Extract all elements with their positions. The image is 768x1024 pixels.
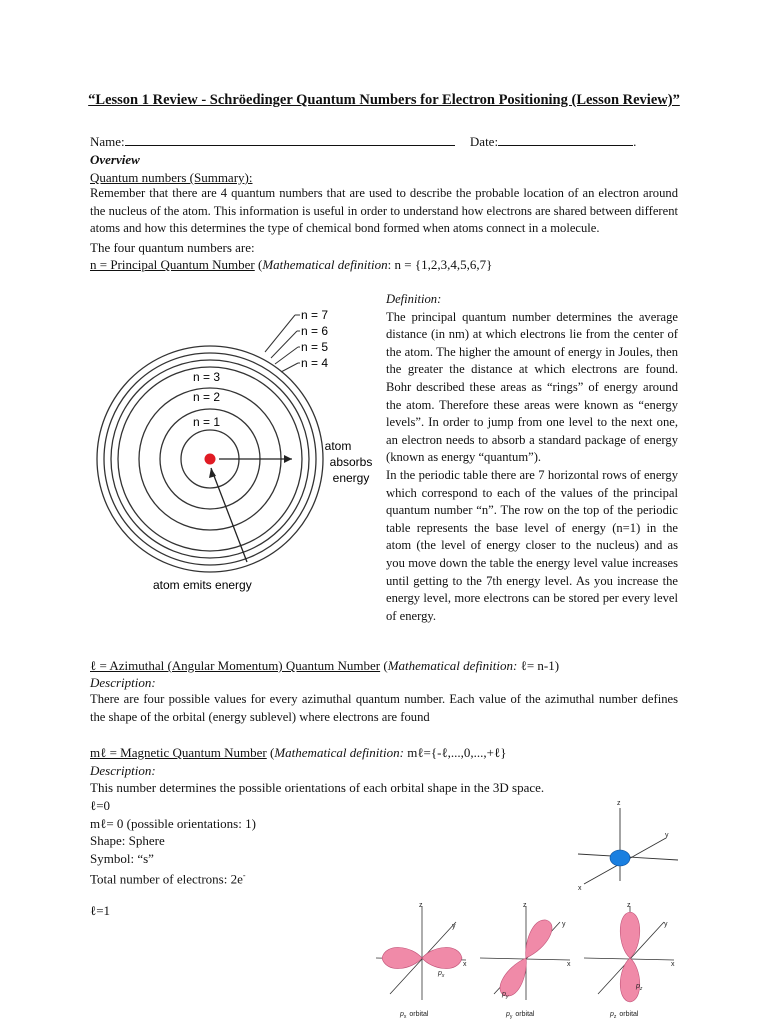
pz-caption: $p_z$ orbital — [610, 1011, 639, 1020]
s-x-label: x — [578, 885, 582, 892]
s-symbol: Symbol: “s” — [90, 851, 154, 866]
s-shape: Shape: Sphere — [90, 833, 165, 848]
s-z-label: z — [617, 800, 621, 807]
absorb-arrowhead — [284, 455, 292, 463]
principal-definition — [386, 291, 678, 625]
py-z-label: z — [523, 902, 527, 909]
s-orbital-sphere — [610, 850, 630, 866]
s-orbital-diagram — [570, 796, 680, 896]
principal-def-value: : n = {1,2,3,4,5,6,7} — [387, 257, 493, 272]
name-field[interactable] — [125, 132, 455, 146]
date-end-mark: . — [633, 134, 637, 149]
page-title: “Lesson 1 Review - Schröedinger Quantum Numbers for Electron Positioning (Lesson Review)” — [88, 92, 680, 108]
definition-text-2: In the periodic table there are 7 horizontal rows of energy which correspond to each of the values of the principal quantum number “n”. The row on the top of the periodic table represents the base level of energy (n=1) in the atom (the level of energy closer to the nucleus) and as you move down the table the energy level value increases until getting to the 7th energy level. As you increase the energy level, more electrons can be stored per every level of energy. — [386, 467, 678, 623]
name-label: Name: — [90, 134, 125, 149]
absorbs-label-1: atom — [324, 439, 352, 453]
principal-def-label: Mathematical definition — [262, 257, 388, 272]
principal-heading: n = Principal Quantum Number (Mathematical definition: n = {1,2,3,4,5,6,7} — [90, 257, 493, 272]
label-n2: n = 2 — [193, 390, 221, 404]
pz-orbital-tag: $p_z$ — [636, 983, 643, 992]
magnetic-description-heading: Description: — [90, 763, 156, 778]
label-n1: n = 1 — [193, 415, 221, 429]
px-orbital-tag: $p_x$ — [438, 970, 445, 979]
emit-arrow — [211, 468, 247, 562]
magnetic-def-value: mℓ={-ℓ,...,0,...,+ℓ} — [403, 745, 507, 760]
azimuthal-description: There are four possible values for every azimuthal quantum number. Each value of the azimuthal number defines the shape of the orbital (energy sublevel) where electrons are found — [90, 692, 678, 724]
nucleus — [205, 454, 216, 465]
py-x-label: x — [567, 961, 571, 968]
magnetic-description: This number determines the possible orientations of each orbital shape in the 3D space. — [90, 780, 545, 795]
definition-text-1: The principal quantum number determines the average distance (in nm) at which electrons lie from the center of the atom. The higher the amount of energy in Joules, then the greater the distance at which electrons are found. Bohr described these areas as “rings” of energy around the atom. Therefore these areas were known as “energy levels”. In order to jump from one level to the next one, an electron needs to absorb a standard package of energy (known as energy “quantum”). — [386, 309, 678, 465]
label-n7: n = 7 — [301, 308, 329, 322]
absorbs-label-3: energy — [332, 471, 370, 485]
px-orbital-diagram — [372, 900, 472, 1022]
s-electrons — [90, 867, 246, 887]
magnetic-def-label: Mathematical definition: — [274, 745, 404, 760]
absorbs-label-2: absorbs — [329, 455, 373, 469]
date-field[interactable] — [498, 132, 633, 146]
py-orbital-diagram — [476, 900, 576, 1022]
azimuthal-def-label: Mathematical definition: — [387, 658, 518, 673]
px-x-label: x — [463, 961, 467, 968]
s-ml-value: mℓ= 0 (possible orientations: 1) — [90, 816, 256, 831]
px-z-label: z — [419, 902, 423, 909]
azimuthal-description-heading: Description: — [90, 675, 156, 690]
intro-paragraph: Remember that there are 4 quantum numbers that are used to describe the probable location of an electron around the nucleus of the atom. This information is useful in order to understand how electrons are shared between different atoms and how this determines the type of chemical bond formed when atoms connect in a molecule. — [90, 186, 678, 236]
principal-name: n = Principal Quantum Number — [90, 257, 255, 272]
py-orbital-tag: $p_y$ — [502, 991, 509, 1000]
p-orbital-lobe — [526, 920, 552, 958]
label-n6: n = 6 — [301, 324, 329, 338]
pz-x-label: x — [671, 961, 675, 968]
py-y-label: y — [562, 921, 566, 928]
label-n4: n = 4 — [301, 356, 329, 370]
s-l-value: ℓ=0 — [90, 798, 111, 813]
p-orbital-lobe — [422, 947, 462, 968]
py-caption: $p_y$ orbital — [506, 1011, 535, 1020]
azimuthal-name: ℓ = Azimuthal (Angular Momentum) Quantum Number — [90, 658, 381, 673]
summary-heading: Quantum numbers (Summary): — [90, 170, 253, 185]
p-orbital-lobe — [620, 958, 640, 1002]
four-numbers-text: The four quantum numbers are: — [90, 240, 255, 255]
s-y-label: y — [665, 832, 669, 839]
date-label: Date: — [469, 134, 499, 149]
p-orbitals-row — [372, 900, 682, 1024]
label-n3: n = 3 — [193, 370, 221, 384]
definition-heading: Definition: — [386, 292, 442, 306]
px-caption: $p_x$ orbital — [400, 1011, 429, 1020]
magnetic-heading: mℓ = Magnetic Quantum Number (Mathematical definition: mℓ={-ℓ,...,0,...,+ℓ} — [90, 745, 507, 760]
label-n5: n = 5 — [301, 340, 329, 354]
p-l-value: ℓ=1 — [90, 903, 111, 918]
name-date-line — [90, 132, 650, 150]
pz-z-label: z — [627, 902, 631, 909]
pz-y-label: y — [664, 921, 668, 928]
overview-heading: Overview — [90, 152, 140, 167]
s-electrons-text: Total number of electrons: 2e — [90, 871, 243, 887]
magnetic-name: mℓ = Magnetic Quantum Number — [90, 745, 267, 760]
azimuthal-heading: ℓ = Azimuthal (Angular Momentum) Quantum Number (Mathematical definition: ℓ= n-1) — [90, 658, 560, 673]
pz-orbital-diagram — [580, 900, 680, 1022]
px-y-label: y — [452, 923, 456, 930]
bohr-model-diagram — [85, 300, 385, 600]
s-electrons-sup: - — [242, 871, 246, 880]
emits-label: atom emits energy — [153, 578, 252, 592]
azimuthal-def-value: ℓ= n-1) — [517, 658, 560, 673]
